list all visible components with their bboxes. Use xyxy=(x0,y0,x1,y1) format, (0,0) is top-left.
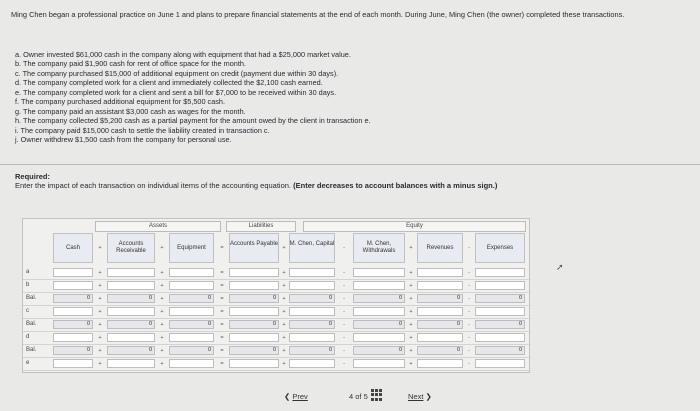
header-accounts-receivable: Accounts Receivable xyxy=(116,241,146,254)
operator-plus: + xyxy=(282,322,286,328)
row-label: Bal. xyxy=(26,321,37,327)
withdrawals-input[interactable] xyxy=(353,359,405,368)
withdrawals-input[interactable]: 0 xyxy=(353,320,405,329)
section-divider xyxy=(0,164,700,165)
ap-input[interactable]: 0 xyxy=(229,346,279,355)
operator-plus: + xyxy=(98,283,102,289)
operator-plus: + xyxy=(282,348,286,354)
row-label: b xyxy=(26,282,30,288)
equipment-input[interactable] xyxy=(169,359,214,368)
operator-plus: + xyxy=(282,296,286,302)
operator-plus: + xyxy=(282,283,286,289)
cash-input[interactable] xyxy=(53,268,93,277)
required-text: Enter the impact of each transaction on individual items of the accounting equation. xyxy=(15,181,292,190)
table-row xyxy=(23,318,531,319)
capital-input[interactable] xyxy=(289,268,335,277)
withdrawals-input[interactable] xyxy=(353,268,405,277)
operator-equals: = xyxy=(220,361,224,367)
operator-plus: + xyxy=(409,309,413,315)
operator-plus: + xyxy=(409,270,413,276)
operator-minus: - xyxy=(468,270,470,276)
operator-plus: + xyxy=(409,335,413,341)
operator-minus: - xyxy=(343,361,345,367)
operator-plus: + xyxy=(98,335,102,341)
operator-minus: - xyxy=(468,296,470,302)
row-label: e xyxy=(26,360,30,366)
cash-input[interactable]: 0 xyxy=(53,320,93,329)
expenses-input[interactable] xyxy=(475,333,525,342)
list-item: a. Owner invested $61,000 cash in the company along with equipment that had a $25,000 market value. xyxy=(15,50,351,59)
equipment-input[interactable] xyxy=(169,307,214,316)
ap-input[interactable] xyxy=(229,268,279,277)
expenses-input[interactable] xyxy=(475,268,525,277)
row-label: c xyxy=(26,308,29,314)
operator-equals: = xyxy=(220,296,224,302)
operator-plus: + xyxy=(160,361,164,367)
operator-plus: + xyxy=(282,309,286,315)
operator-plus: + xyxy=(98,348,102,354)
next-button[interactable] xyxy=(408,392,432,401)
operator-plus: + xyxy=(409,322,413,328)
row-label: d xyxy=(26,334,30,340)
equipment-input[interactable] xyxy=(169,333,214,342)
operator-plus: + xyxy=(409,348,413,354)
expenses-input[interactable]: 0 xyxy=(475,294,525,303)
operator-plus: + xyxy=(98,270,102,276)
revenues-input[interactable]: 0 xyxy=(417,294,463,303)
operator-plus: + xyxy=(98,322,102,328)
list-item: i. The company paid $15,000 cash to settle the liability created in transaction c. xyxy=(15,125,270,135)
chevron-left-icon: ❮ xyxy=(284,392,291,401)
table-row xyxy=(23,305,531,306)
operator-equals: = xyxy=(220,309,224,315)
withdrawals-input[interactable] xyxy=(353,281,405,290)
operator-minus: - xyxy=(468,335,470,341)
expenses-input[interactable] xyxy=(475,281,525,290)
header-accounts-payable: Accounts Payable xyxy=(229,241,279,247)
group-equity: Equity xyxy=(303,221,526,232)
operator-equals: = xyxy=(220,283,224,289)
page-of: of xyxy=(355,392,362,401)
ap-input[interactable]: 0 xyxy=(229,294,279,303)
revenues-input[interactable] xyxy=(417,281,463,290)
accounting-equation-table xyxy=(22,218,530,373)
ar-input[interactable]: 0 xyxy=(107,346,155,355)
equipment-input[interactable] xyxy=(169,268,214,277)
capital-input[interactable] xyxy=(289,307,335,316)
ap-input[interactable] xyxy=(229,333,279,342)
table-row xyxy=(23,292,531,293)
operator-plus: + xyxy=(160,245,164,251)
list-item: j. Owner withdrew $1,500 cash from the company for personal use. xyxy=(15,135,232,145)
operator-plus: + xyxy=(160,270,164,276)
header-capital-box xyxy=(289,233,335,263)
withdrawals-input[interactable] xyxy=(353,307,405,316)
operator-equals: = xyxy=(220,245,224,251)
table-row xyxy=(23,331,531,332)
ar-input[interactable] xyxy=(107,281,155,290)
operator-plus: + xyxy=(282,270,286,276)
header-capital: M. Chen, Capital xyxy=(289,241,335,247)
operator-minus: - xyxy=(343,322,345,328)
revenues-input[interactable] xyxy=(417,268,463,277)
revenues-input[interactable] xyxy=(417,359,463,368)
row-label: Bal. xyxy=(26,295,37,301)
capital-input[interactable]: 0 xyxy=(289,320,335,329)
operator-plus: + xyxy=(98,309,102,315)
ar-input[interactable]: 0 xyxy=(107,294,155,303)
operator-minus: - xyxy=(343,245,345,251)
header-equipment: Equipment xyxy=(177,245,206,251)
expenses-input[interactable]: 0 xyxy=(475,320,525,329)
operator-plus: + xyxy=(98,361,102,367)
operator-minus: - xyxy=(468,348,470,354)
withdrawals-input[interactable]: 0 xyxy=(353,346,405,355)
revenues-input[interactable]: 0 xyxy=(417,320,463,329)
row-label: a xyxy=(26,269,30,275)
required-note: (Enter decreases to account balances with a minus sign.) xyxy=(293,181,498,190)
operator-plus: + xyxy=(409,296,413,302)
mouse-cursor-icon: ➚ xyxy=(556,262,564,272)
capital-input[interactable] xyxy=(289,333,335,342)
operator-minus: - xyxy=(468,322,470,328)
operator-minus: - xyxy=(468,361,470,367)
operator-minus: - xyxy=(343,283,345,289)
list-item: f. The company purchased additional equipment for $5,500 cash. xyxy=(15,97,225,107)
withdrawals-input[interactable]: 0 xyxy=(353,294,405,303)
chevron-right-icon: ❯ xyxy=(425,392,432,401)
required-title: Required: xyxy=(15,172,51,181)
operator-plus: + xyxy=(160,348,164,354)
row-label: Bal. xyxy=(26,347,37,353)
operator-plus: + xyxy=(160,335,164,341)
problem-intro: Ming Chen began a professional practice on June 1 and plans to prepare financial statements at the end of each month. During June, Ming Chen (the owner) completed these transactions. xyxy=(11,10,625,19)
expenses-input[interactable]: 0 xyxy=(475,346,525,355)
equipment-input[interactable]: 0 xyxy=(169,320,214,329)
operator-plus: + xyxy=(98,245,102,251)
revenues-input[interactable] xyxy=(417,333,463,342)
table-row xyxy=(23,370,531,371)
expenses-input[interactable] xyxy=(475,307,525,316)
operator-minus: - xyxy=(343,309,345,315)
table-row xyxy=(23,344,531,345)
operator-minus: - xyxy=(468,245,470,251)
operator-plus: + xyxy=(98,296,102,302)
ap-input[interactable] xyxy=(229,359,279,368)
next-label: Next xyxy=(408,392,424,401)
table-row xyxy=(23,357,531,358)
total-pages: 5 xyxy=(363,392,368,401)
operator-plus: + xyxy=(160,283,164,289)
cash-input[interactable]: 0 xyxy=(53,294,93,303)
grid-icon[interactable] xyxy=(371,389,383,401)
ap-input[interactable]: 0 xyxy=(229,320,279,329)
prev-button[interactable] xyxy=(284,392,308,401)
capital-input[interactable]: 0 xyxy=(289,346,335,355)
operator-equals: = xyxy=(220,270,224,276)
operator-equals: = xyxy=(220,348,224,354)
required-instructions xyxy=(15,181,575,191)
operator-plus: + xyxy=(282,245,286,251)
table-row xyxy=(23,279,531,280)
equipment-input[interactable]: 0 xyxy=(169,294,214,303)
operator-minus: - xyxy=(343,348,345,354)
header-cash: Cash xyxy=(65,245,80,251)
operator-plus: + xyxy=(160,296,164,302)
current-page: 4 xyxy=(349,392,354,401)
operator-plus: + xyxy=(160,309,164,315)
cash-input[interactable] xyxy=(53,281,93,290)
cash-input[interactable]: 0 xyxy=(53,346,93,355)
ar-input[interactable]: 0 xyxy=(107,320,155,329)
withdrawals-input[interactable] xyxy=(353,333,405,342)
list-item: c. The company purchased $15,000 of additional equipment on credit (payment due within 30 days). xyxy=(15,68,339,78)
operator-plus: + xyxy=(282,335,286,341)
operator-minus: - xyxy=(343,270,345,276)
operator-minus: - xyxy=(468,309,470,315)
header-expenses: Expenses xyxy=(486,245,514,251)
cash-input[interactable] xyxy=(53,359,93,368)
expenses-input[interactable] xyxy=(475,359,525,368)
operator-minus: - xyxy=(343,296,345,302)
group-assets: Assets xyxy=(95,221,221,232)
page-indicator xyxy=(349,392,368,401)
operator-plus: + xyxy=(409,283,413,289)
operator-minus: - xyxy=(468,283,470,289)
cash-input[interactable] xyxy=(53,333,93,342)
list-item: g. The company paid an assistant $3,000 cash as wages for the month. xyxy=(15,106,246,116)
header-withdrawals: M. Chen, Withdrawals xyxy=(362,241,396,254)
list-item: b. The company paid $1,900 cash for rent of office space for the month. xyxy=(15,59,246,69)
capital-input[interactable]: 0 xyxy=(289,294,335,303)
list-item: h. The company collected $5,200 cash as a partial payment for the amount owed by the client in transaction e. xyxy=(15,116,371,126)
ap-input[interactable] xyxy=(229,307,279,316)
revenues-input[interactable]: 0 xyxy=(417,346,463,355)
ap-input[interactable] xyxy=(229,281,279,290)
header-ap-box xyxy=(229,233,279,263)
operator-plus: + xyxy=(409,245,413,251)
header-revenues: Revenues xyxy=(426,245,454,251)
operator-equals: = xyxy=(220,322,224,328)
list-item: e. The company completed work for a client and sent a bill for $7,000 to be received within 30 days. xyxy=(15,87,337,97)
list-item: d. The company completed work for a client and immediately collected the $2,100 cash earned. xyxy=(15,78,323,88)
cash-input[interactable] xyxy=(53,307,93,316)
ar-input[interactable] xyxy=(107,268,155,277)
transaction-list xyxy=(15,50,685,145)
equipment-input[interactable]: 0 xyxy=(169,346,214,355)
operator-equals: = xyxy=(220,335,224,341)
operator-plus: + xyxy=(282,361,286,367)
capital-input[interactable] xyxy=(289,359,335,368)
operator-plus: + xyxy=(160,322,164,328)
operator-plus: + xyxy=(409,361,413,367)
equipment-input[interactable] xyxy=(169,281,214,290)
ar-input[interactable] xyxy=(107,359,155,368)
capital-input[interactable] xyxy=(289,281,335,290)
ar-input[interactable] xyxy=(107,307,155,316)
group-liabilities: Liabilities xyxy=(226,221,296,232)
ar-input[interactable] xyxy=(107,333,155,342)
revenues-input[interactable] xyxy=(417,307,463,316)
prev-label: Prev xyxy=(292,392,308,401)
operator-minus: - xyxy=(343,335,345,341)
